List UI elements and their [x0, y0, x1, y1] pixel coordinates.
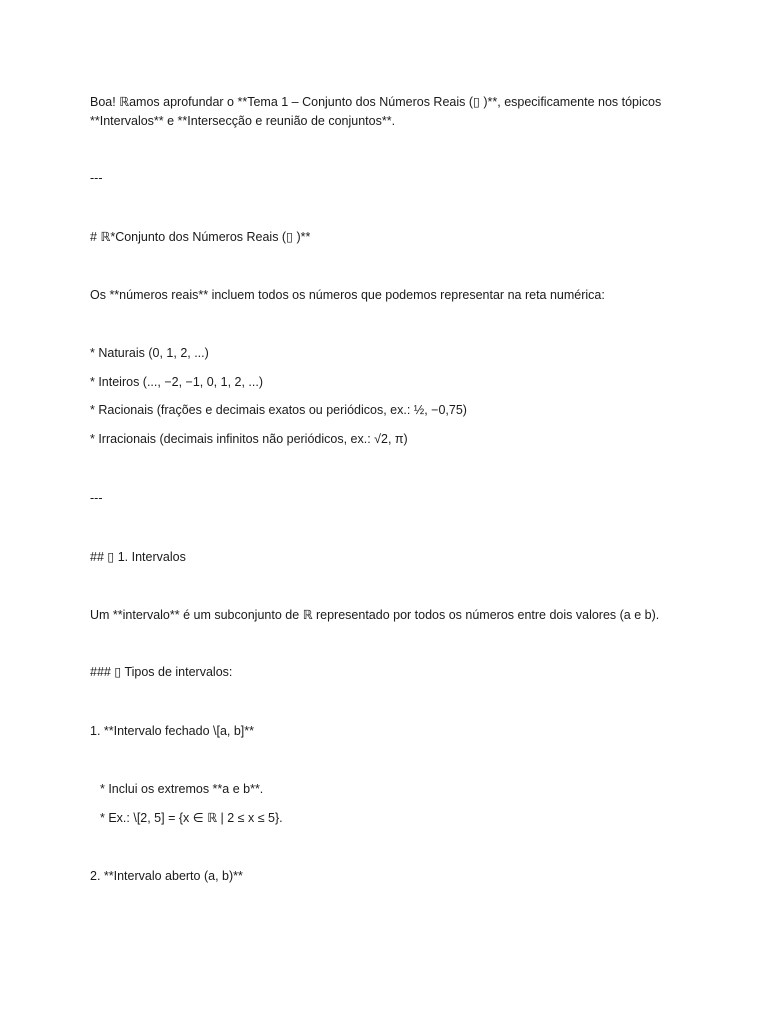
bullet-irracionais: * Irracionais (decimais infinitos não periódicos, ex.: √2, π) — [90, 432, 408, 446]
heading-reals: # ℝ*Conjunto dos Números Reais (▯ )** — [90, 230, 311, 244]
item-1-sub-1: * Inclui os extremos **a e b**. — [100, 782, 264, 796]
item-1-title: 1. **Intervalo fechado \[a, b]** — [90, 724, 254, 738]
item-2-title: 2. **Intervalo aberto (a, b)** — [90, 869, 243, 883]
intro-line-2: **Intervalos** e **Intersecção e reunião de conjuntos**. — [90, 114, 396, 128]
bullet-inteiros: * Inteiros (..., −2, −1, 0, 1, 2, ...) — [90, 375, 263, 389]
intro-line-1: Boa! ℝamos aprofundar o **Tema 1 – Conjunto dos Números Reais (▯ )**, especificamente nos tópicos — [90, 95, 662, 109]
item-1-sub-2: * Ex.: \[2, 5] = {x ∈ ℝ | 2 ≤ x ≤ 5}. — [100, 811, 283, 825]
intervalo-definition: Um **intervalo** é um subconjunto de ℝ representado por todos os números entre dois valores (a e b). — [90, 608, 660, 622]
separator-1: --- — [90, 171, 103, 185]
bullet-naturais: * Naturais (0, 1, 2, ...) — [90, 346, 209, 360]
heading-intervalos: ## ▯ 1. Intervalos — [90, 550, 186, 564]
separator-2: --- — [90, 491, 103, 505]
reals-description: Os **números reais** incluem todos os números que podemos representar na reta numérica: — [90, 288, 605, 302]
heading-tipos: ### ▯ Tipos de intervalos: — [90, 665, 233, 679]
bullet-racionais: * Racionais (frações e decimais exatos ou periódicos, ex.: ½, −0,75) — [90, 403, 467, 417]
